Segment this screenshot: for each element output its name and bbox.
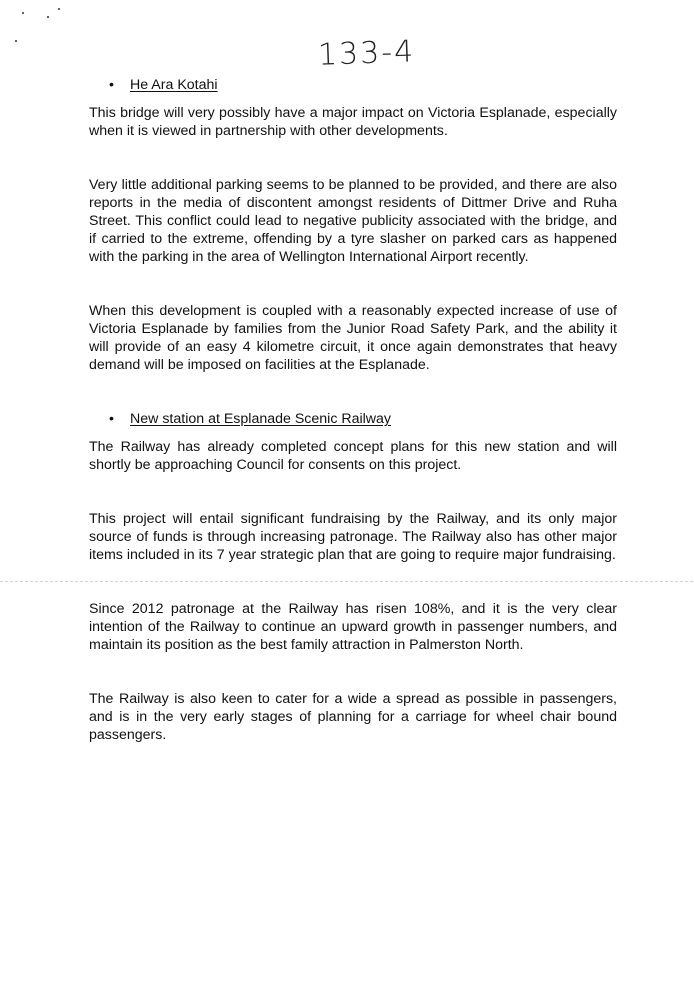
paragraph: Since 2012 patronage at the Railway has risen 108%, and it is the very clear intention of the Railway to continue an upward growth in passenger numbers, and maintain its position as the best family attraction in Palmerston North. xyxy=(89,601,617,653)
bullet-icon: • xyxy=(109,77,114,93)
section-new-station xyxy=(89,410,617,744)
scan-speck xyxy=(15,40,17,42)
section-he-ara-kotahi xyxy=(89,76,617,374)
handwritten-page-number: 133-4 xyxy=(317,34,416,73)
paragraph: Very little additional parking seems to be planned to be provided, and there are also reports in the media of discontent amongst residents of Dittmer Drive and Ruha Street. This conflict could lead to negative publicity associated with the bridge, and if carried to the extreme, offending by a tyre slasher on parked cars as happened with the parking in the area of Wellington International Airport recently. xyxy=(89,177,617,265)
scan-speck xyxy=(22,12,24,14)
paragraph: This bridge will very possibly have a major impact on Victoria Esplanade, especially when it is viewed in partnership with other developments. xyxy=(89,105,617,139)
section-heading xyxy=(89,76,617,94)
document-body xyxy=(89,76,617,744)
section-heading xyxy=(89,410,617,428)
paragraph: The Railway has already completed concept plans for this new station and will shortly be approaching Council for consents on this project. xyxy=(89,439,617,473)
scan-speck xyxy=(58,8,60,10)
section-heading-text: He Ara Kotahi xyxy=(130,77,218,93)
section-heading-text: New station at Esplanade Scenic Railway xyxy=(130,411,392,427)
paragraph: The Railway is also keen to cater for a wide a spread as possible in passengers, and is in the very early stages of planning for a carriage for wheel chair bound passengers. xyxy=(89,691,617,743)
paragraph: This project will entail significant fundraising by the Railway, and its only major source of funds is through increasing patronage. The Railway also has other major items included in its 7 year strategic plan that are going to require major fundraising. xyxy=(89,511,617,563)
scan-speck xyxy=(47,16,49,18)
bullet-icon: • xyxy=(109,411,114,427)
paragraph: When this development is coupled with a reasonably expected increase of use of Victoria Esplanade by families from the Junior Road Safety Park, and the ability it will provide of an easy 4 kilometre circuit, it once again demonstrates that heavy demand will be imposed on facilities at the Esplanade. xyxy=(89,303,617,373)
